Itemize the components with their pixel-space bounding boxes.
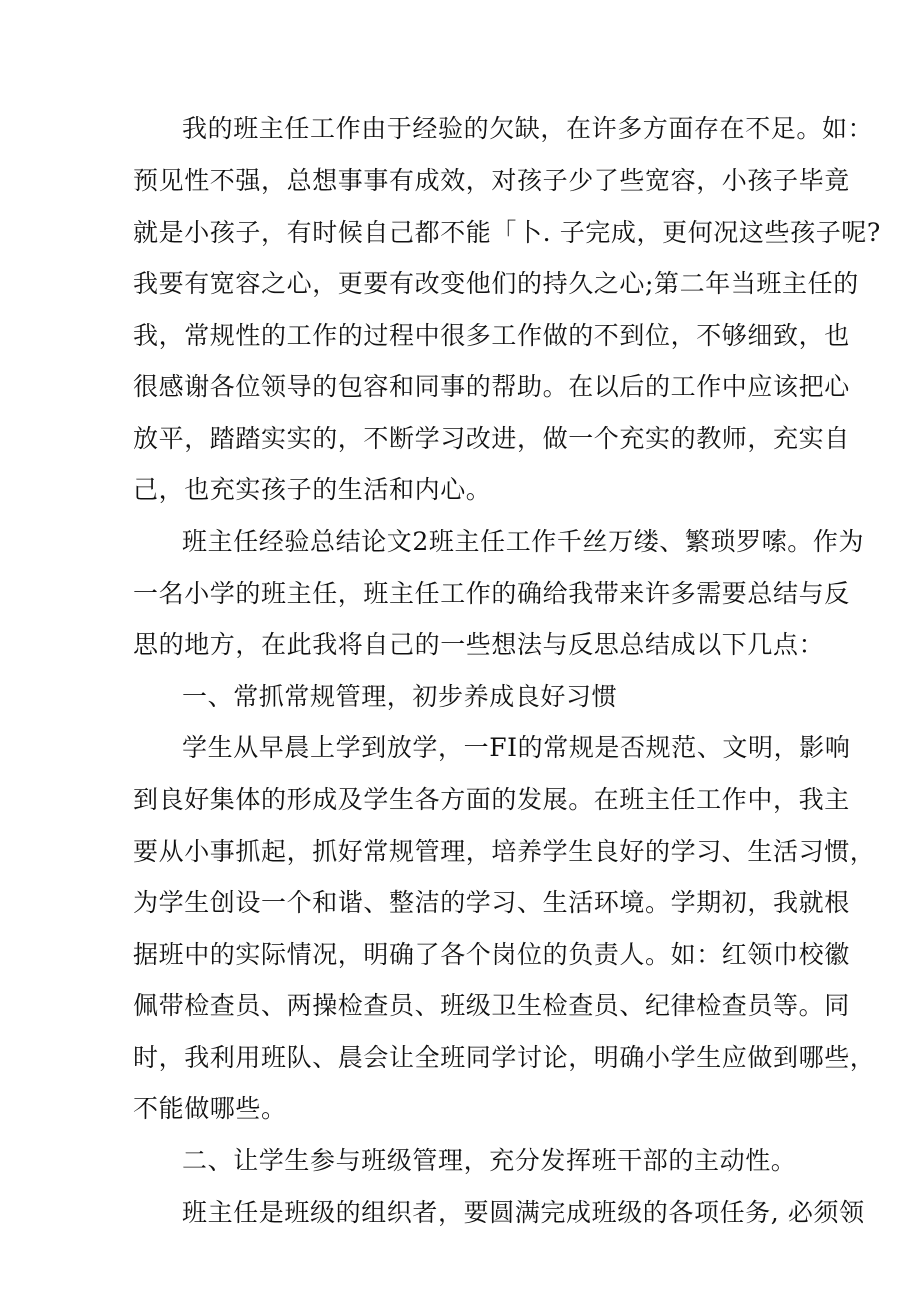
paragraph-1-line-6: 很感谢各位领导的包容和同事的帮助。在以后的工作中应该把心 [133,372,850,401]
paragraph-1-line-3: 就是小孩子，有时候自己都不能「卜. 子完成，更何况这些孩子呢? [133,218,881,247]
paragraph-3-line-3: 要从小事抓起，抓好常规管理，培养学生良好的学习、生活习惯， [133,837,876,866]
paragraph-2-line-3: 思的地方，在此我将自己的一些想法与反思总结成以下几点： [133,630,825,659]
paragraph-1-line-4: 我要有宽容之心，更要有改变他们的持久之心;第二年当班主任的 [133,269,859,298]
paragraph-4-line-1: 班主任是班级的组织者，要圆满完成班级的各项任务, 必须领 [182,1198,865,1227]
paragraph-2-line-1: 班主任经验总结论文2班主任工作千丝万缕、繁琐罗嗦。作为 [182,527,865,556]
paragraph-3-line-6: 佩带检查员、两操检查员、班级卫生检查员、纪律检查员等。同 [133,991,850,1020]
paragraph-1-line-7: 放平，踏踏实实的，不断学习改进，做一个充实的教师，充实自 [133,424,850,453]
paragraph-3-line-2: 到良好集体的形成及学生各方面的发展。在班主任工作中，我主 [133,785,850,814]
section-heading-1: 一、常抓常规管理，初步养成良好习惯 [182,682,618,711]
paragraph-3-line-5: 据班中的实际情况，明确了各个岗位的负责人。如：红领巾校徽 [133,940,850,969]
section-heading-2: 二、让学生参与班级管理，充分发挥班干部的主动性。 [182,1146,797,1175]
paragraph-1-line-8: 己，也充实孩子的生活和内心。 [133,475,492,504]
paragraph-3-line-4: 为学生创设一个和谐、整洁的学习、生活环境。学期初，我就根 [133,888,850,917]
paragraph-3-line-8: 不能做哪些。 [133,1094,287,1123]
paragraph-1-line-5: 我，常规性的工作的过程中很多工作做的不到位，不够细致，也 [133,321,850,350]
paragraph-1-line-2: 预见性不强，总想事事有成效，对孩子少了些宽容，小孩子毕竟 [133,166,850,195]
paragraph-3-line-1: 学生从早晨上学到放学，一FI的常规是否规范、文明，影响 [182,733,851,762]
paragraph-2-line-2: 一名小学的班主任，班主任工作的确给我带来许多需要总结与反 [133,579,850,608]
paragraph-3-line-7: 时，我利用班队、晨会让全班同学讨论，明确小学生应做到哪些， [133,1043,876,1072]
paragraph-1-line-1: 我的班主任工作由于经验的欠缺，在许多方面存在不足。如： [182,114,874,143]
